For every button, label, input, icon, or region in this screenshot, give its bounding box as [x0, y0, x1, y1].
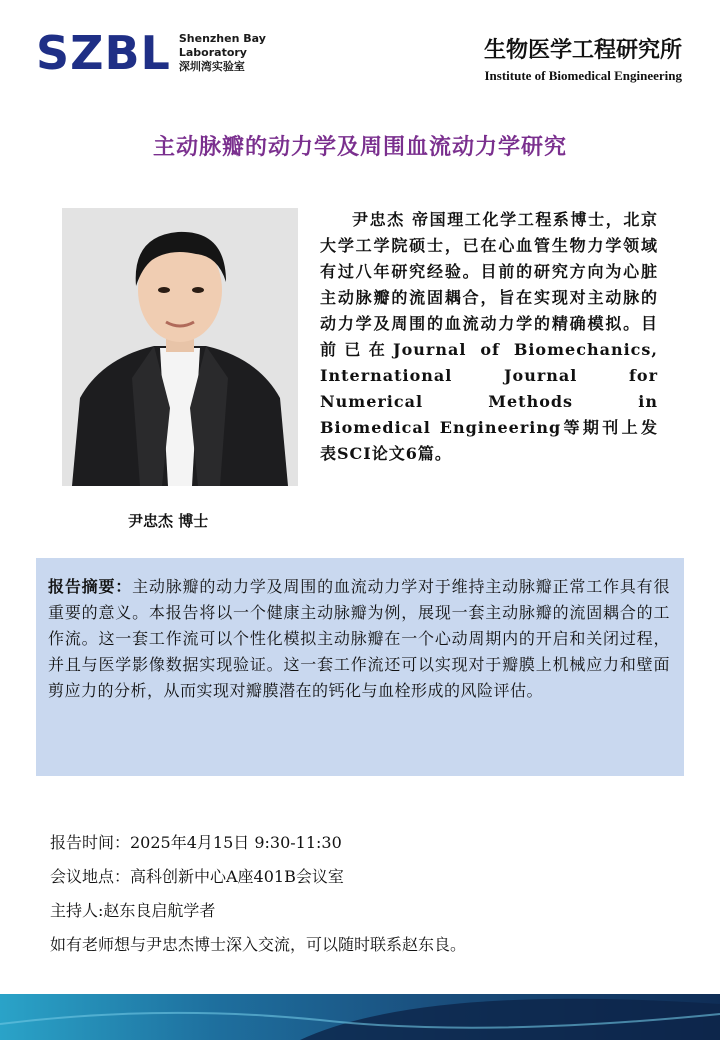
logo-text: [179, 32, 266, 74]
institute-name-cn: 生物医学工程研究所: [483, 38, 682, 63]
footer-band: [0, 994, 720, 1040]
logo-line-1: Shenzhen Bay: [178, 32, 266, 45]
logo-line-2: Laboratory: [178, 46, 247, 59]
speaker-bio: 尹忠杰 帝国理工化学工程系博士，北京大学工学院硕士，已在心血管生物力学领域有过八年研究经验。目前的研究方向为心脏主动脉瓣的流固耦合，旨在实现对主动脉的动力学及周围的血流动力学的精确模拟。目前已在Journal of Biomechanics, International Journal for Numerical Methods in Biomedical Engineering等期刊上发表SCI论文6篇。: [320, 210, 658, 463]
talk-title: 主动脉瓣的动力学及周围血流动力学研究: [152, 134, 567, 160]
speaker-caption: 尹忠杰 博士: [128, 512, 209, 530]
logo-line-3: 深圳湾实验室: [178, 60, 245, 73]
abstract-body: 主动脉瓣的动力学及周围的血流动力学对于维持主动脉瓣正常工作具有很重要的意义。本报告将以一个健康主动脉瓣为例，展现一套主动脉瓣的流固耦合的工作流。这一套工作流可以个性化模拟主动脉瓣在一个心动周期内的开启和关闭过程，并且与医学影像数据实现验证。这一套工作流还可以实现对于瓣膜上机械应力和壁面剪应力的分析，从而实现对瓣膜潜在的钙化与血栓形成的风险评估。: [48, 577, 670, 700]
speaker-portrait-icon: [62, 208, 298, 486]
abstract-text: [48, 574, 670, 704]
institute-header: [484, 38, 682, 84]
logo-mark: SZBL: [36, 26, 171, 80]
abstract-box: [36, 558, 684, 776]
event-time: 报告时间：2025年4月15日 9:30-11:30: [50, 833, 342, 852]
institute-name-en: Institute of Biomedical Engineering: [484, 68, 682, 83]
szbl-logo: [36, 26, 266, 80]
event-host: 主持人:赵东良启航学者: [50, 901, 216, 920]
event-contact: 如有老师想与尹忠杰博士深入交流，可以随时联系赵东良。: [50, 935, 467, 954]
footer-wave-icon: [0, 994, 720, 1040]
event-info: [50, 826, 466, 962]
event-location: 会议地点：高科创新中心A座401B会议室: [50, 867, 344, 886]
speaker-photo: [62, 208, 298, 486]
abstract-label: 报告摘要：: [48, 577, 133, 596]
